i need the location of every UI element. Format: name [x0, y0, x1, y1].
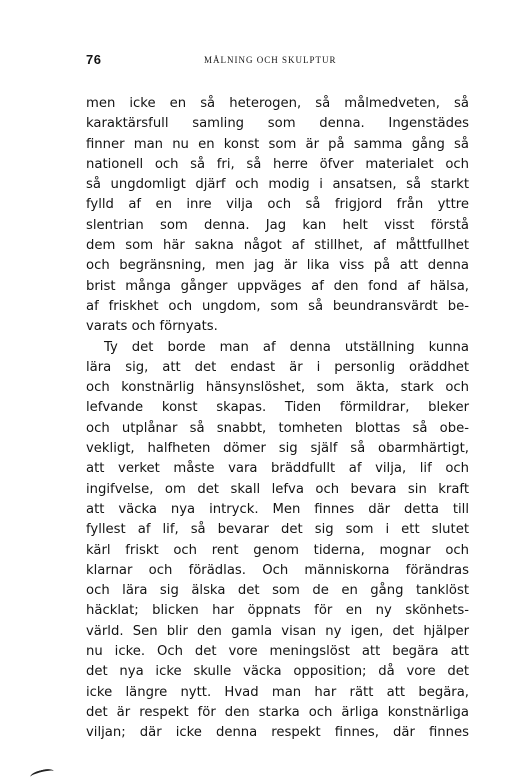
text-line: af friskhet och ungdom, som så beundransvärdt be- — [86, 298, 469, 314]
text-line: karaktärsfull samling som denna. Ingenstädes — [86, 116, 469, 132]
text-line: och lära sig älska det som de en gång tanklöst — [86, 583, 469, 599]
text-line: lära sig, att det endast är i personlig oräddhet — [86, 359, 469, 375]
text-line: lefvande konst skapas. Tiden förmildrar, bleker — [86, 400, 469, 416]
book-page — [86, 52, 469, 744]
text-line: så ungdomligt djärf och modig i ansatsen, så starkt — [86, 177, 469, 193]
running-head: MÅLNING OCH SKULPTUR — [204, 55, 337, 65]
paragraph-1 — [86, 94, 469, 338]
text-line: fylld af en inre vilja och så frigjord från yttre — [86, 197, 469, 213]
text-line: ingifvelse, om det skall lefva och bevara sin kraft — [86, 481, 469, 497]
text-line: att verket måste vara bräddfullt af vilja, lif och — [86, 461, 469, 477]
text-line: finner man nu en konst som är på samma gång så — [86, 136, 469, 152]
text-line: icke längre nytt. Hvad man har rätt att begära, — [86, 684, 469, 700]
page-header — [86, 52, 469, 72]
text-line: dem som här sakna något af stillhet, af måttfullhet — [86, 238, 469, 254]
text-line: vekligt, halfheten dömer sig själf så obarmhärtigt, — [86, 441, 469, 457]
text-line: fyllest af lif, så bevarar det sig som i ett slutet — [86, 522, 469, 538]
text-line: det är respekt för den starka och ärliga konstnärliga — [86, 704, 469, 720]
text-line: det nya icke skulle väcka opposition; då vore det — [86, 664, 469, 680]
text-line: men icke en så heterogen, så målmedveten, så — [86, 96, 469, 111]
text-line: och utplånar så snabbt, tomheten blottas så obe- — [86, 420, 469, 436]
text-line: nu icke. Och det vore meningslöst att begära att — [86, 644, 469, 660]
text-line: häcklat; blicken har öppnats för en ny skönhets- — [86, 603, 469, 619]
text-line: kärl friskt och rent genom tiderna, mognar och — [86, 542, 469, 558]
text-line: och konstnärlig hänsynslöshet, som äkta, stark och — [86, 380, 469, 396]
text-line: och begränsning, men jag är lika viss på att denna — [86, 258, 469, 274]
text-line: att väcka nya intryck. Men finnes där detta till — [86, 501, 469, 517]
body-text — [86, 94, 469, 744]
page-number: 76 — [86, 52, 102, 67]
text-line: brist många gånger uppväges af den fond af hälsa, — [86, 278, 469, 294]
text-line: nationell och så fri, så herre öfver materialet och — [86, 156, 469, 172]
text-line: varats och förnyats. — [86, 319, 218, 335]
scan-smudge — [29, 767, 54, 781]
paragraph-2 — [86, 338, 469, 744]
text-line: viljan; där icke denna respekt finnes, där finnes — [86, 725, 469, 741]
text-line: värld. Sen blir den gamla visan ny igen, det hjälper — [86, 623, 469, 639]
text-line: klarnar och förädlas. Och människorna förändras — [86, 562, 469, 578]
text-line: slentrian som denna. Jag kan helt visst förstå — [86, 217, 469, 233]
text-line: Ty det borde man af denna utställning kunna — [104, 339, 469, 355]
